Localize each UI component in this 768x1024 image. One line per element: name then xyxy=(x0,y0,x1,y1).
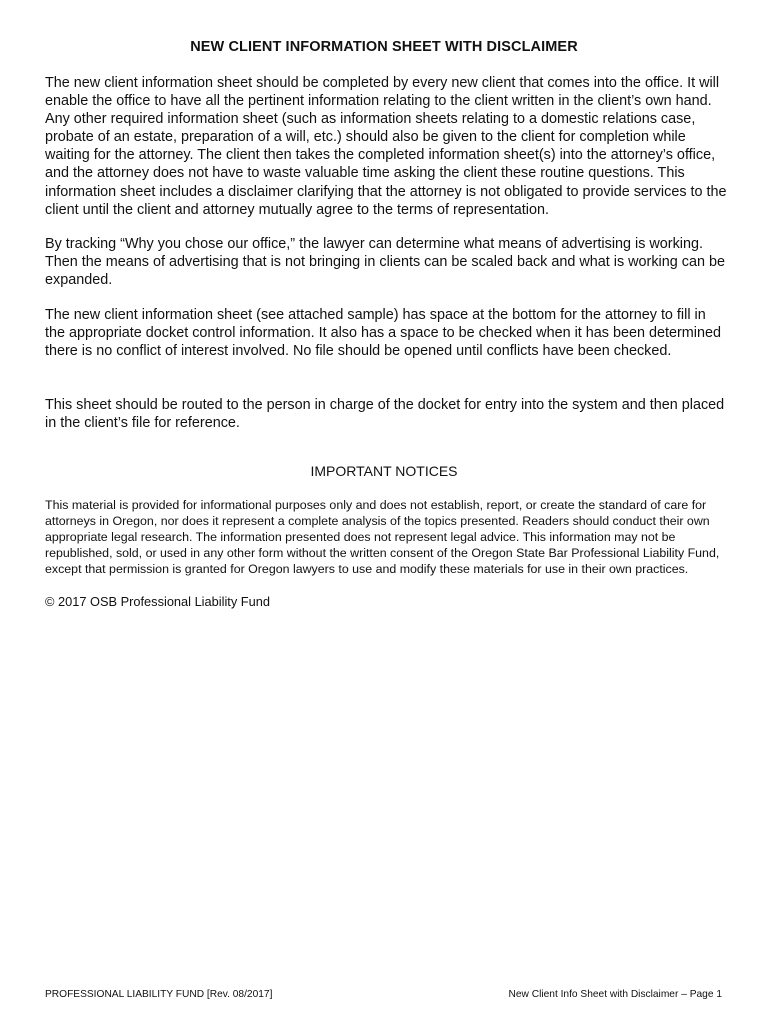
copyright-line: © 2017 OSB Professional Liability Fund xyxy=(45,594,270,609)
paragraph-purpose: The new client information sheet should be completed by every new client that comes into the office. It will enable the office to have all the pertinent information relating to the client written in the client’s own hand. Any other required information sheet (such as information sheets relating to a domestic relations case, probate of an estate, preparation of a will, etc.) should also be given to the client for completion while waiting for the attorney. The client then takes the completed information sheet(s) into the attorney’s office, and the attorney does not have to waste valuable time asking the client these routine questions. This information sheet includes a disclaimer clarifying that the attorney is not obligated to provide services to the client until the client and attorney mutually agree to the terms of representation. xyxy=(45,75,727,218)
paragraph-advertising: By tracking “Why you chose our office,” the lawyer can determine what means of advertising is working. Then the means of advertising that is not bringing in clients can be scaled back and what is working can be expanded. xyxy=(45,236,725,289)
footer-page-number: New Client Info Sheet with Disclaimer – Page 1 xyxy=(508,989,722,1000)
paragraph-docket-control: The new client information sheet (see attached sample) has space at the bottom for the attorney to fill in the appropriate docket control information. It also has a space to be checked when it has been determined there is no conflict of interest involved. No file should be opened until conflicts have been checked. xyxy=(45,307,721,360)
document-title: NEW CLIENT INFORMATION SHEET WITH DISCLAIMER xyxy=(190,39,578,55)
paragraph-routing: This sheet should be routed to the person in charge of the docket for entry into the system and then placed in the client’s file for reference. xyxy=(45,397,725,432)
important-notices-heading: IMPORTANT NOTICES xyxy=(310,463,458,479)
footer-revision: PROFESSIONAL LIABILITY FUND [Rev. 08/2017] xyxy=(45,989,273,1000)
important-notices-text: This material is provided for informational purposes only and does not establish, report, or create the standard of care for attorneys in Oregon, nor does it represent a complete analysis of the topics presented. Readers should conduct their own appropriate legal research. The information presented does not represent legal advice. This information may not be republished, sold, or used in any other form without the written consent of the Oregon State Bar Professional Liability Fund, except that permission is granted for Oregon lawyers to use and modify these materials for use in their own practices. xyxy=(45,498,720,577)
